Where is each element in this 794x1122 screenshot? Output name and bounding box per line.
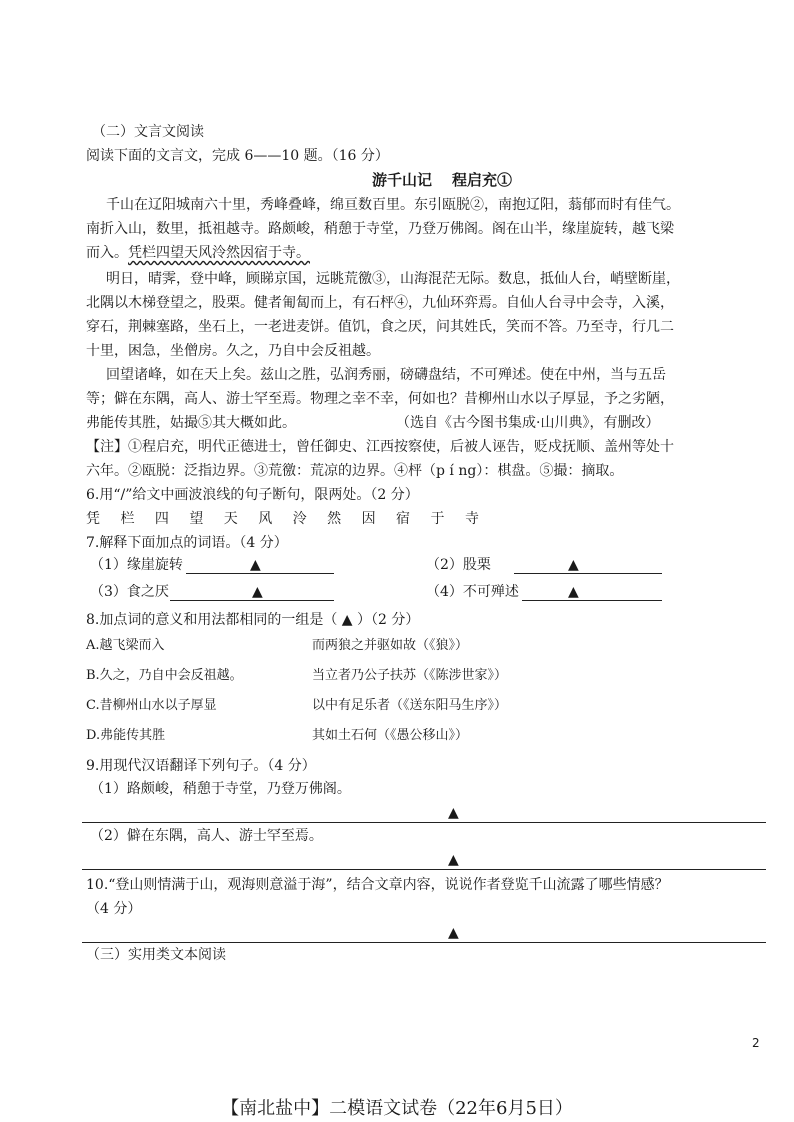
answer-triangle-icon: ▲	[448, 805, 459, 821]
q7-item-4: （4）不可殚述	[426, 584, 519, 600]
q9-item-2: （2）僻在东隅，高人、游士罕至焉。	[90, 828, 323, 844]
passage-line: 明日，晴霁，登中峰，顾睇京国，远眺荒徼③，山海混茫无际。数息，抵仙人台，峭壁断崖，	[106, 271, 680, 287]
passage-source: （选自《古今图书集成·山川典》，有删改）	[396, 415, 660, 431]
passage-line: 北隅以木梯登望之，股栗。健者匍匐而上，有石枰④，九仙环弈焉。自仙人台寻中会寺，入溪，	[86, 295, 674, 311]
question-7: 7.解释下面加点的词语。（4 分）	[86, 535, 288, 551]
passage-title: 游千山记	[372, 171, 433, 189]
q6-sentence: 凭 栏 四 望 天 风 泠 然 因 宿 于 寺	[86, 511, 487, 527]
passage-author: 程启充①	[452, 171, 513, 189]
q8-option-a-pair: 而两狼之并驱如故（《狼》）	[312, 638, 469, 653]
answer-line[interactable]	[82, 822, 766, 823]
q8-option-b: B.久之，乃自中会反祖越。	[86, 668, 243, 683]
question-10-score: （4 分）	[86, 901, 142, 917]
passage-line: 千山在辽阳城南六十里，秀峰叠峰，绵亘数百里。东引瓯脱②，南抱辽阳，蓊郁而时有佳气。	[106, 197, 680, 213]
q7-item-2: （2）股栗	[426, 557, 491, 573]
question-6: 6.用“/”给文中画波浪线的句子断句，限两处。（2 分）	[86, 487, 419, 503]
passage-line: 等；僻在东隅，高人、游士罕至焉。物理之幸不幸，何如也？昔柳州山水以子厚显，予之劣陋，	[86, 391, 674, 407]
passage-line: 十里，困急，坐僧房。久之，乃自中会反祖越。	[86, 343, 380, 359]
answer-triangle-icon: ▲	[448, 852, 459, 868]
q8-option-d-pair: 其如土石何（《愚公移山》）	[312, 728, 469, 743]
q8-option-c-pair: 以中有足乐者（《送东阳马生序》）	[312, 698, 508, 713]
passage-line: 回望诸峰，如在天上矣。兹山之胜，弘润秀丽，磅礴盘结，不可殚述。使在中州，当与五岳	[106, 367, 666, 383]
q8-option-a: A.越飞梁而入	[86, 638, 165, 653]
answer-blank[interactable]	[522, 600, 662, 601]
answer-triangle-icon: ▲	[568, 584, 579, 600]
passage-line: 弗能传其胜，姑撮⑤其大概如此。	[86, 415, 296, 431]
passage-text: 而入。	[86, 245, 128, 261]
answer-triangle-icon: ▲	[252, 584, 263, 600]
q8-option-d: D.弗能传其胜	[86, 728, 166, 743]
question-9: 9.用现代汉语翻译下列句子。（4 分）	[86, 758, 316, 774]
q7-item-1: （1）缘崖旋转	[90, 557, 183, 573]
answer-triangle-icon: ▲	[250, 557, 261, 573]
q7-item-3: （3）食之厌	[90, 584, 169, 600]
answer-blank[interactable]	[514, 573, 662, 574]
answer-triangle-icon: ▲	[448, 925, 459, 941]
exam-footer: 【南北盐中】二模语文试卷（22年6月5日）	[221, 1098, 573, 1119]
note-line: 六年。②瓯脱：泛指边界。③荒徼：荒凉的边界。④枰（p í ng）：棋盘。⑤撮：摘取。	[86, 463, 624, 479]
q8-option-c: C.昔柳州山水以子厚显	[86, 698, 217, 713]
page-number: 2	[752, 1036, 760, 1050]
reading-instruction: 阅读下面的文言文，完成 6——10 题。（16 分）	[86, 148, 389, 164]
question-8: 8.加点词的意义和用法都相同的一组是（ ▲ ）（2 分）	[86, 612, 420, 628]
passage-line: 穿石，荆棘塞路，坐石上，一老进麦饼。值饥，食之厌，问其姓氏，笑而不答。乃至寺，行几二	[86, 319, 674, 335]
answer-line[interactable]	[82, 869, 766, 870]
q9-item-1: （1）路颇峻，稍憩于寺堂，乃登万佛阁。	[90, 781, 351, 797]
passage-line	[86, 244, 310, 262]
answer-triangle-icon: ▲	[568, 557, 579, 573]
answer-line[interactable]	[82, 942, 766, 943]
wavy-underlined-sentence: 凭栏四望天风泠然因宿于寺。	[128, 245, 310, 261]
section-heading-3: （三）实用类文本阅读	[86, 947, 226, 963]
question-10: 10.“登山则情满于山，观海则意溢于海”，结合文章内容，说说作者登览千山流露了哪些情感？	[86, 877, 669, 893]
note-line: 【注】①程启充，明代正德进士，曾任御史、江西按察使，后被人诬告，贬戍抚顺、盖州等处十	[86, 439, 674, 455]
section-heading: （二）文言文阅读	[92, 124, 204, 140]
q8-option-b-pair: 当立者乃公子扶苏（《陈涉世家》）	[312, 668, 508, 683]
passage-line: 南折入山，数里，抵祖越寺。路颇峻，稍憩于寺堂，乃登万佛阁。阁在山半，缘崖旋转，越飞梁	[86, 221, 674, 237]
